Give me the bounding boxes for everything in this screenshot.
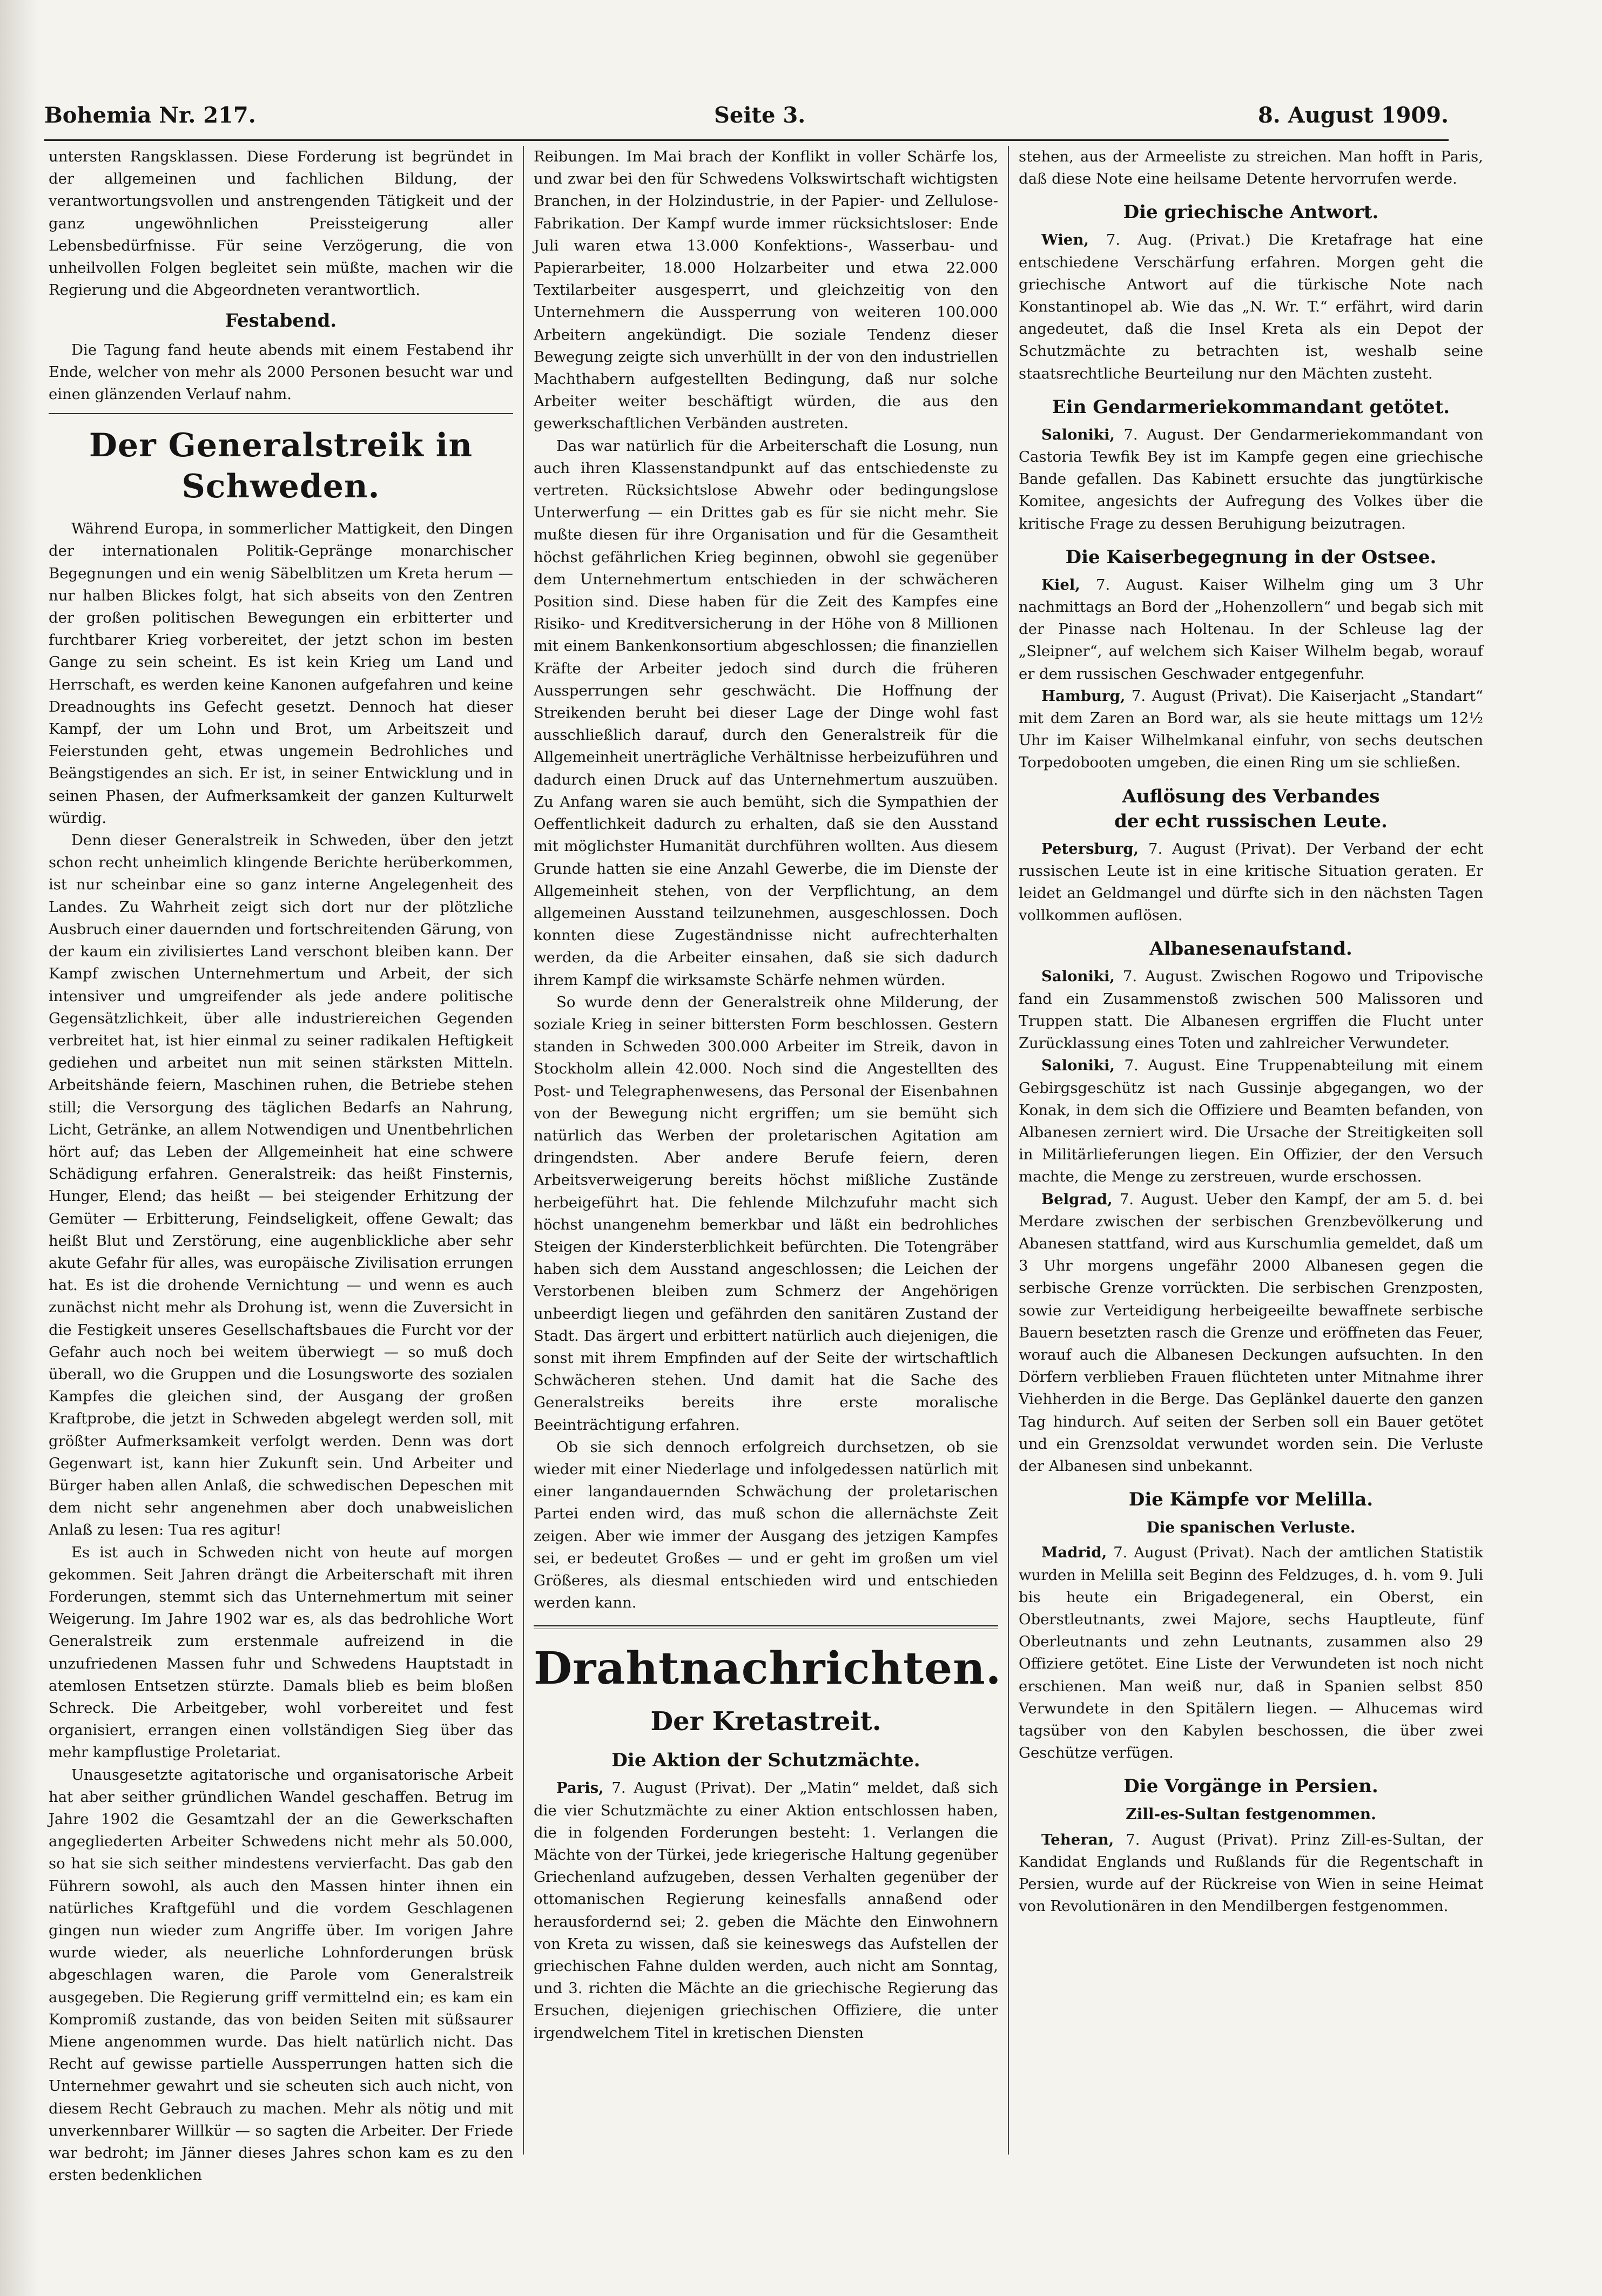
news-item [1019, 424, 1483, 535]
article-paragraph: Ob sie sich dennoch erfolgreich durchsetzen, ob sie wieder mit einer Niederlage und infolgedessen natürlich mit einer langandauernden Schwächung der proletarischen Partei enden wird, das muß schon die allernächste Zeit zeigen. Aber wie immer der Ausgang des jetzigen Kampfes sei, er bedeutet Großes — und er geht im großen um viel Größeres, als diesmal entschieden wird und entschieden werden kann. [534, 1438, 998, 1612]
news-item [534, 1777, 998, 2044]
news-text: 7. August (Privat). Nach der amtlichen Statistik wurden in Melilla seit Beginn des Feldzuges, d. h. vom 9. Juli bis heute ein Brigadegeneral, ein Oberst, ein Oberstleutnants, zwei Majore, sechs Hauptleute, fünf Oberleutnants und zehn Leutnants, zusammen also 29 Offiziere getötet. Eine Liste der Verwundeten ist noch nicht erschienen. Man weiß nur, daß in Spanien selbst 850 Verwundete in den Spitälern liegen. — Alhucemas wird tagsüber von den Kabylen beschossen, die über zwei Geschütze verfügen. [1019, 1544, 1483, 1762]
divider [49, 413, 513, 414]
news-item [1019, 685, 1483, 774]
news-text: 7. Aug. (Privat.) Die Kretafrage hat eine entschiedene Verschärfung erfahren. Morgen geht die griechische Antwort auf die türkische Note nach Konstantinopel ab. Wie das „N. Wr. T.“ erfährt, wird darin angedeutet, daß die Insel Kreta als ein Depot der Schutzmächte zu betrachten ist, weshalb seine staatsrechtliche Beurteilung nur den Mächten zusteht. [1019, 231, 1483, 382]
header-page-number: Seite 3. [714, 103, 806, 128]
section-title: Drahtnachrichten. [534, 1643, 1002, 1695]
news-text: 7. August. Der Gendarmeriekommandant von Castoria Tewfik Bey ist im Kampfe gegen eine griechische Bande gefallen. Das Kabinett ersuchte das jungtürkische Komitee, angesichts der Aufregung des Volkes über die kritische Frage zu dessen Beruhigung beizutragen. [1019, 426, 1483, 532]
dateline-city: Teheran, [1041, 1831, 1114, 1848]
dateline-city: Hamburg, [1041, 687, 1126, 705]
dateline-city: Belgrad, [1041, 1190, 1113, 1208]
scan-margin [0, 0, 38, 2296]
column-divider [523, 146, 524, 2155]
news-item [1019, 229, 1483, 384]
article-title: Der Kretastreit. [650, 1706, 881, 1737]
news-item [1019, 1188, 1483, 1478]
dateline-city: Kiel, [1041, 576, 1080, 593]
article-paragraph: stehen, aus der Armeeliste zu streichen. Man hofft in Paris, daß diese Note eine heilsame Detente hervorrufen werde. [1019, 148, 1483, 188]
section-divider [534, 1625, 998, 1629]
dateline-city: Paris, [556, 1779, 604, 1797]
dateline-city: Wien, [1041, 231, 1089, 249]
subheading: Albanesenaufstand. [1149, 938, 1352, 960]
subheading: Ein Gendarmeriekommandant getötet. [1052, 396, 1450, 418]
article-paragraph: untersten Rangsklassen. Diese Forderung ist begründet in der allgemeinen und fachlichen Bildung, der verantwortungsvollen und anstrengenden Tätigkeit und der ganz ungewöhnlichen Preissteigerung aller Lebensbedürfnisse. Für seine Verzögerung, die von unheilvollen Folgen begleitet sein müßte, machen wir die Regierung und die Abgeordneten verantwortlich. [49, 148, 513, 299]
news-text: 7. August (Privat). Der „Matin“ meldet, daß sich die vier Schutzmächte zu einer Aktion entschlossen haben, die in folgenden Forderungen besteht: 1. Verlangen die Mächte von der Türkei, jede kriegerische Haltung gegenüber Griechenland aufzugeben, dessen Verhalten gegenüber der ottomanischen Regierung keinesfalls annaßend oder herausfordernd sei; 2. geben die Mächte den Einwohnern von Kreta zu wissen, daß sie keineswegs das Aufstellen der griechischen Fahne dulden werden, auch nicht am Sonntag, und 3. richten die Mächte an die griechische Regierung das Ersuchen, diejenigen griechischen Offiziere, die unter irgendwelchem Titel in kretischen Diensten [534, 1779, 998, 2042]
article-paragraph: Denn dieser Generalstreik in Schweden, über den jetzt schon recht unheimlich klingende Berichte herüberkommen, ist nur scheinbar eine so ganz interne Angelegenheit des Landes. Zu Wahrheit zeigt sich dort nur der plötzliche Ausbruch einer dauernden und fortschreitenden Gärung, von der kaum ein zivilisiertes Land verschont bleiben kann. Der Kampf zwischen Unternehmertum und Arbeit, der sich intensiver und umgreifender als jede andere politische Gegensätzlichkeit, über alle industriereichen Gegenden verbreitet hat, ist hier einmal zu seiner radikalen Heftigkeit gediehen und arbeitet nun mit seinen stärksten Mitteln. Arbeitshände feiern, Maschinen ruhen, die Betriebe stehen still; die Versorgung des täglichen Bedarfs an Nahrung, Licht, Getränke, an allem Notwendigen und Unentbehrlichen hört auf; das Leben der Allgemeinheit hat eine schwere Schädigung erfahren. Generalstreik: das heißt Finsternis, Hunger, Elend; das heißt — bei steigender Erhitzung der Gemüter — Erbitterung, Feindseligkeit, offene Gewalt; das heißt Blut und Zerstörung, eine augenblickliche aber sehr akute Gefahr für alles, was europäische Zivilisation errungen hat. Es ist die drohende Vernichtung — und wenn es auch zunächst nicht mehr als Drohung ist, wenn die Zuversicht in die Festigkeit unseres Gesellschaftsbaues die Furcht vor der Gefahr auch noch bei weitem überwiegt — so muß doch überall, wo die Gruppen und die Losungsworte des sozialen Kampfes die gleichen sind, der Ausgang der großen Kraftprobe, die jetzt in Schweden abgelegt werden soll, mit größter Aufmerksamkeit verfolgt werden. Denn was dort Gegenwart ist, kann hier Zukunft sein. Und Arbeiter und Bürger haben allen Anlaß, die schwedischen Depeschen mit dem nicht sehr angenehmen aber doch unabweislichen Anlaß zu lesen: Tua res agitur! [49, 832, 513, 1539]
subheading: Die Vorgänge in Persien. [1123, 1775, 1378, 1798]
article-paragraph: So wurde denn der Generalstreik ohne Milderung, der soziale Krieg in seiner bittersten Form beschlossen. Gestern standen in Schweden 300.000 Arbeiter im Streik, davon in Stockholm allein 42.000. Noch sind die Angestellten des Post- und Telegraphenwesens, das Personal der Eisenbahnen von der Bewegung nicht ergriffen; um sie bemüht sich natürlich das Werben der proletarischen Agitation am dringendsten. Aber andere Berufe feiern, deren Arbeitsverweigerung bereits höchst mißliche Zustände herbeigeführt hat. Die fehlende Milchzufuhr macht sich höchst unangenehm bemerkbar und läßt ein bedrohliches Steigen der Kindersterblichkeit befürchten. Die Totengräber haben sich dem Ausstand angeschlossen; die Leichen der Verstorbenen bleiben zum Schmerz der Angehörigen unbeerdigt liegen und gefährden den sanitären Zustand der Stadt. Das ärgert und erbittert natürlich auch diejenigen, die sonst mit ihrem Empfinden auf der Seite der wirtschaftlich Schwächeren stehen. Und damit hat die Sache des Generalstreiks bereits ihre erste moralische Beeinträchtigung erfahren. [534, 993, 998, 1434]
subheading: Die Kaiserbegegnung in der Ostsee. [1065, 546, 1437, 568]
dateline-city: Saloniki, [1041, 968, 1115, 985]
column-3 [1019, 146, 1483, 1917]
subheading-small: Zill-es-Sultan festgenommen. [1126, 1805, 1376, 1824]
column-1 [49, 146, 513, 2186]
subheading: Die Kämpfe vor Melilla. [1128, 1489, 1374, 1511]
section-heading: Festabend. [225, 310, 337, 332]
news-text: 7. August (Privat). Die Kaiserjacht „Standart“ mit dem Zaren an Bord war, als sie heute mittags um 12½ Uhr im Kaiser Wilhelmkanal einfuhr, von sechs deutschen Torpedobooten umgeben, die einen Ring um sie schließen. [1019, 687, 1483, 772]
subheading: der echt russischen Leute. [1114, 810, 1388, 832]
header-left: Bohemia Nr. 217. [44, 103, 256, 128]
news-text: 7. August. Ueber den Kampf, der am 5. d. bei Merdare zwischen der serbischen Grenzbevölkerung und Abanesen stattfand, wird aus Kurschumlia gemeldet, daß um 3 Uhr morgens ungefähr 2000 Albanesen gegen die serbische Grenze vorrückten. Die serbischen Grenzposten, sowie zur Verteidigung herbeigeeilte bewaffnete serbische Bauern besetzten rasch die Grenze und eröffneten das Feuer, worauf auch die Albanesen Deckungen aufsuchten. In den Dörfern verblieben Frauen flüchteten unter Mitnahme ihrer Viehherden in die Berge. Das Geplänkel dauerte den ganzen Tag hindurch. Auf seiten der Serben soll ein Bauer getötet und ein Grenzsoldat verwundet worden sein. Die Verluste der Albanesen sind unbekannt. [1019, 1190, 1484, 1475]
dateline-city: Saloniki, [1041, 426, 1115, 443]
news-item [1019, 1055, 1483, 1188]
news-text: 7. August. Eine Truppenabteilung mit einem Gebirgsgeschütz ist nach Gussinje abgegangen, wo der Konak, in dem sich die Offiziere und Beamten befanden, von Albanesen zerniert wird. Die Ursache der Streitigkeiten soll in Militärlieferungen liegen. Ein Offizier, der den Versuch machte, die Menge zu zerstreuen, wurde erschossen. [1019, 1057, 1483, 1186]
news-item [1019, 1542, 1483, 1764]
news-item [1019, 1829, 1483, 1918]
news-text: 7. August. Kaiser Wilhelm ging um 3 Uhr nachmittags an Bord der „Hohenzollern“ und begab sich mit der Pinasse nach Holtenau. In der Schleuse lag der „Sleipner“, auf welchem sich Kaiser Wilhelm begab, worauf er dem russischen Geschwader entgegenfuhr. [1019, 576, 1483, 683]
subheading: Die Aktion der Schutzmächte. [611, 1750, 920, 1772]
news-text: 7. August (Privat). Der Verband der echt russischen Leute ist in eine kritische Situation geraten. Er leidet an Geldmangel und dürfte sich in den nächsten Tagen vollkommen auflösen. [1019, 840, 1483, 924]
news-item [1019, 965, 1483, 1055]
news-item [1019, 838, 1483, 927]
article-paragraph: Die Tagung fand heute abends mit einem Festabend ihr Ende, welcher von mehr als 2000 Personen besucht war und einen glänzenden Verlauf nahm. [49, 341, 513, 403]
dateline-city: Saloniki, [1041, 1057, 1115, 1075]
subheading: Auflösung des Verbandes [1122, 785, 1380, 807]
column-2 [534, 146, 1002, 2044]
article-title: Der Generalstreik in Schweden. [89, 427, 473, 506]
header-date: 8. August 1909. [1257, 103, 1449, 128]
news-item [1019, 574, 1483, 685]
page-header [44, 103, 1449, 137]
article-paragraph: Unausgesetzte agitatorische und organisatorische Arbeit hat aber seither gründlichen Wandel geschaffen. Betrug im Jahre 1902 die Gesamtzahl der an die Gewerkschaften angegliederten Arbeiter Schwedens nicht mehr als 50.000, so hat sie sich seither mindestens vervierfacht. Das gab den Führern sowohl, als auch den Massen hinter ihnen ein natürliches Kraftgefühl und die vordem Geschlagenen gingen nun wieder zum Angriffe über. Im vorigen Jahre wurde wieder, als neuerliche Lohnforderungen brüsk abgeschlagen waren, die Parole vom Generalstreik ausgegeben. Die Regierung griff vermittelnd ein; es kam ein Kompromiß zustande, das von beiden Seiten mit süßsaurer Miene angenommen wurde. Das hielt natürlich nicht. Das Recht auf gewisse partielle Aussperrungen hatten sich die Unternehmer gewahrt und sie scheuten sich auch nicht, von diesem Recht Gebrauch zu machen. Mehr als nötig und mit unverkennbarer Willkür — so sagten die Arbeiter. Der Friede war bedroht; im Jänner dieses Jahres schon kam es zu den ersten bedenklichen [49, 1766, 513, 2184]
article-paragraph: Reibungen. Im Mai brach der Konflikt in voller Schärfe los, und zwar bei den für Schwedens Volkswirtschaft wichtigsten Branchen, in der Holzindustrie, in der Papier- und Zellulose-Fabrikation. Der Kampf wurde immer rücksichtsloser: Ende Juli waren etwa 13.000 Konfektions-, Wasserbau- und Papierarbeiter, 18.000 Holzarbeiter und etwa 22.000 Textilarbeiter ausgesperrt, und gleichzeitig von den Unternehmern die Aussperrung von weiteren 100.000 Arbeitern angekündigt. Die soziale Tendenz dieser Bewegung zeigte sich unverhüllt in der von den industriellen Machthabern aufgestellten Bedingung, daß nur solche Arbeiter weiter beschäftigt würden, die aus den gewerkschaftlichen Verbänden austreten. [534, 148, 998, 433]
news-text: 7. August (Privat). Prinz Zill-es-Sultan, der Kandidat Englands und Rußlands für die Regentschaft in Persien, wurde auf der Rückreise von Wien in seine Heimat von Revolutionären in den Mendilbergen festgenommen. [1019, 1831, 1483, 1915]
news-text: 7. August. Zwischen Rogowo und Tripovische fand ein Zusammenstoß zwischen 500 Malissoren und Truppen statt. Die Albanesen ergriffen die Flucht unter Zurücklassung eines Toten und zahlreicher Verwundeter. [1019, 968, 1483, 1052]
dateline-city: Madrid, [1041, 1544, 1107, 1562]
article-paragraph: Es ist auch in Schweden nicht von heute auf morgen gekommen. Seit Jahren drängt die Arbeiterschaft mit ihren Forderungen, stemmt sich das Unternehmertum mit seiner Weigerung. Im Jahre 1902 war es, als das bedrohliche Wort Generalstreik zum erstenmale aufreizend in die unzufriedenen Massen fuhr und Schwedens Hauptstadt in atemlosen Entsetzen stürzte. Damals blieb es beim bloßen Schreck. Die Arbeitgeber, wohl vorbereitet und fest organisiert, errangen einen vollständigen Sieg über das mehr kampflustige Proletariat. [49, 1543, 513, 1761]
subheading-small: Die spanischen Verluste. [1146, 1518, 1356, 1537]
article-paragraph: Das war natürlich für die Arbeiterschaft die Losung, nun auch ihren Klassenstandpunkt auf das entschiedenste zu vertreten. Rücksichtslose Abwehr oder bedingungslose Unterwerfung — ein Drittes gab es für sie nicht mehr. Sie mußte diesen für ihre Organisation und für die Gesamtheit höchst gefährlichen Krieg beginnen, obwohl sie gegenüber dem Unternehmertum entschieden in der schwächeren Position sind. Diese haben für die Zeit des Kampfes eine Risiko- und Kreditversicherung in der Höhe von 8 Millionen mit einem Bankenkonsortium abgeschlossen; die finanziellen Kräfte der Arbeiter jedoch sind durch die früheren Aussperrungen sehr geschwächt. Die Hoffnung der Streikenden beruht bei dieser Lage der Dinge wohl fast ausschließlich darauf, durch den Generalstreik für die Allgemeinheit unerträgliche Verhältnisse herbeizuführen und dadurch einen Druck auf das Unternehmertum auszuüben. Zu Anfang waren sie auch bemüht, sich die Sympathien der Oeffentlichkeit dadurch zu erhalten, daß sie den Ausstand mit möglichster Humanität durchführen wollten. Aus diesem Grunde hatten sie eine Anzahl Gewerbe, die im Dienste der Allgemeinheit stehen, von der Verpflichtung, an dem allgemeinen Ausstand teilzunehmen, ausgeschlossen. Doch konnten diese Zugeständnisse nicht aufrechterhalten werden, da die Arbeiter einsahen, daß sie sich dadurch ihrem Kampf die wirksamste Schärfe nehmen würden. [534, 437, 998, 989]
subheading: Die griechische Antwort. [1123, 201, 1379, 224]
column-divider [1008, 146, 1009, 2155]
article-paragraph: Während Europa, in sommerlicher Mattigkeit, den Dingen der internationalen Politik-Gepränge monarchischer Begegnungen und ein wenig Säbelblitzen um Kreta herum — nur halben Blickes folgt, hat sich abseits von den Zentren der großen politischen Bewegungen ein erbitterter und furchtbarer Krieg vorbereitet, der jetzt schon im besten Gange zu sein scheint. Es ist kein Krieg um Land und Herrschaft, es werden keine Kanonen aufgefahren und keine Dreadnoughts ins Gefecht gesetzt. Dennoch hat dieser Kampf, der um Lohn und Brot, um Arbeitszeit und Feierstunden geht, etwas ungemein Bedrohliches und Beängstigendes an sich. Er ist, in seiner Entwicklung und in seinen Phasen, der Aufmerksamkeit der ganzen Kulturwelt würdig. [49, 520, 513, 827]
header-rule [44, 139, 1449, 141]
dateline-city: Petersburg, [1041, 840, 1139, 857]
